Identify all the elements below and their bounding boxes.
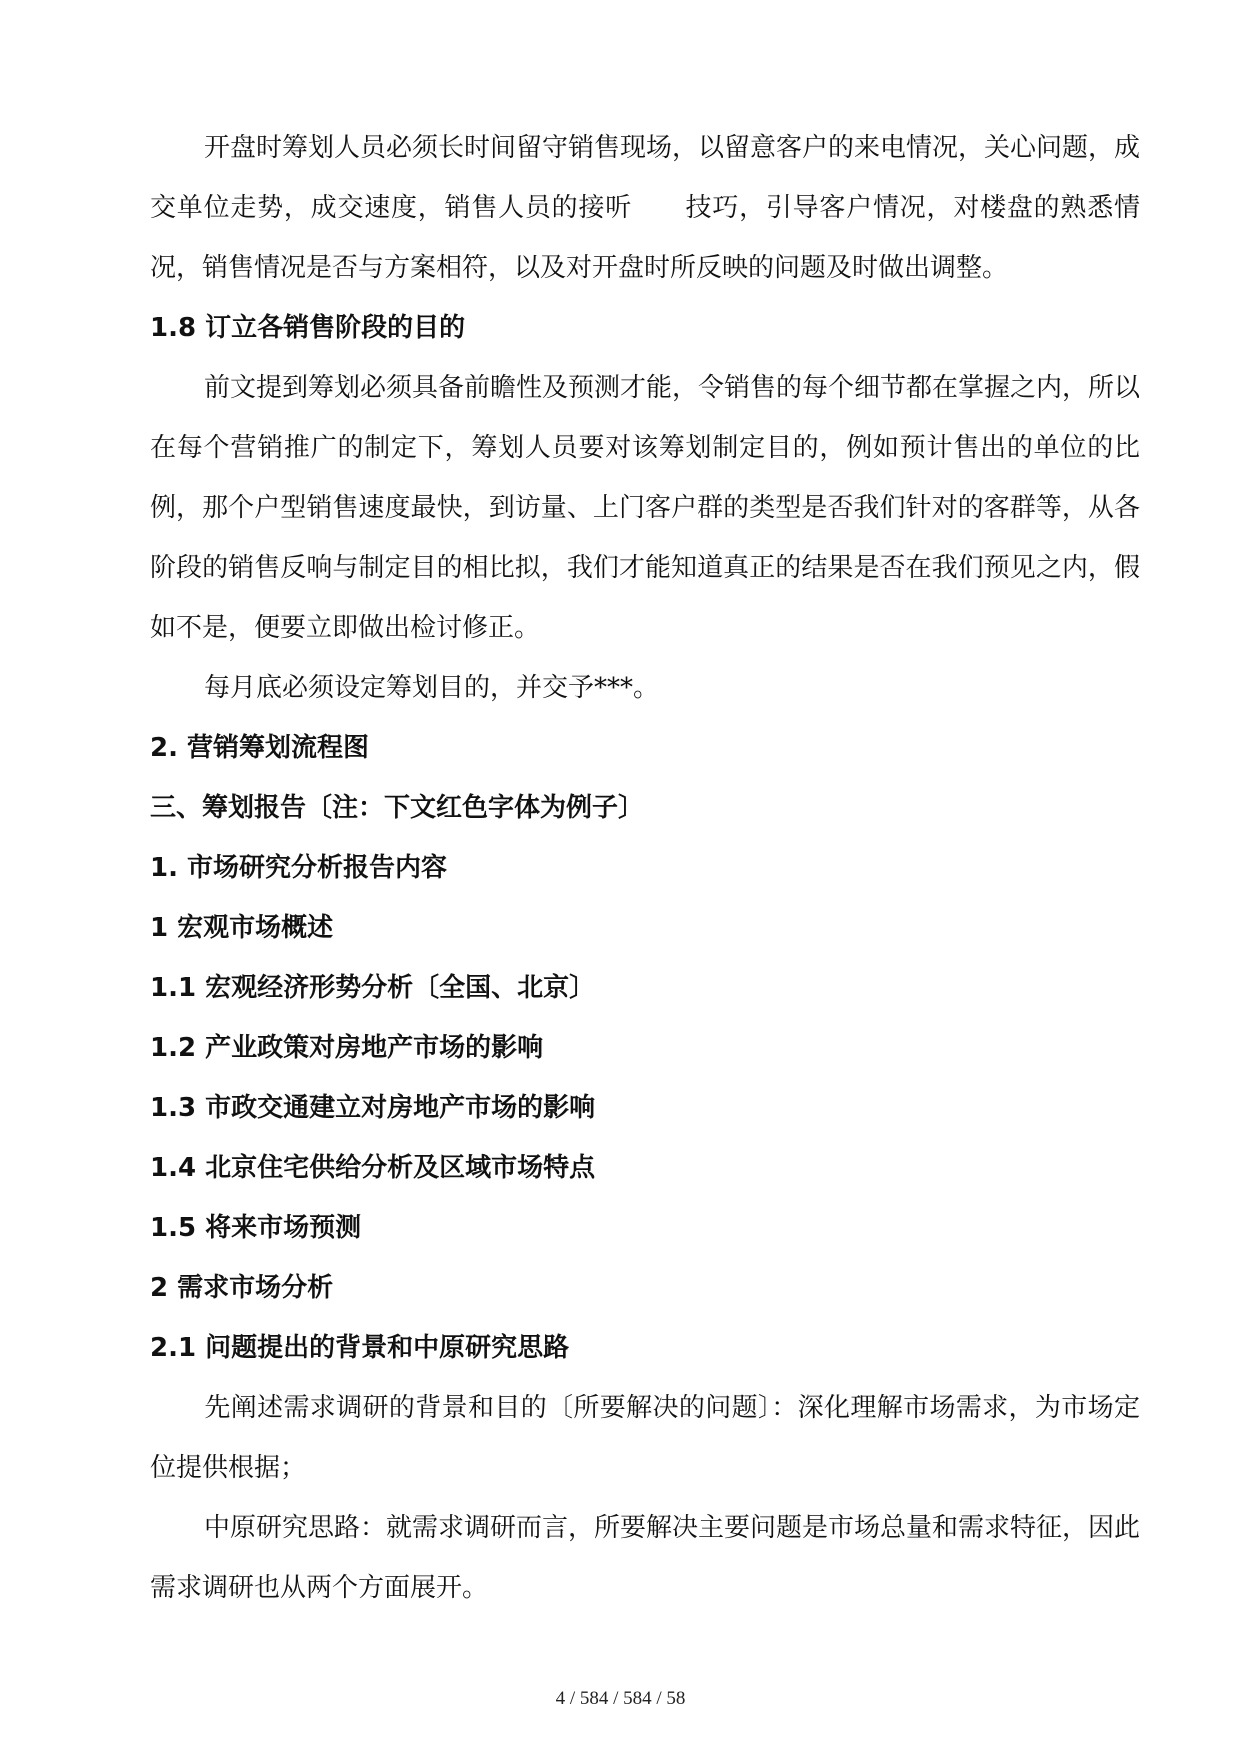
page-footer (0, 1688, 1241, 1710)
heading-text: 1.5 将来市场预测 (150, 1213, 362, 1243)
heading-2-flowchart (150, 718, 1140, 778)
paragraph-monthly-goal (150, 658, 1140, 718)
paragraph-research-approach (150, 1498, 1140, 1618)
heading-text: 1.3 市政交通建立对房地产市场的影响 (150, 1093, 596, 1123)
paragraph-text: 每月底必须设定筹划目的，并交予***。 (204, 673, 660, 703)
heading-text: 2. 营销筹划流程图 (150, 733, 370, 763)
heading-text: 1. 市场研究分析报告内容 (150, 853, 448, 883)
paragraph-text: 前文提到筹划必须具备前瞻性及预测才能，令销售的每个细节都在掌握之内，所以在每个营销推广的制定下，筹划人员要对该筹划制定目的，例如预计售出的单位的比例，那个户型销售速度最快，到访量、上门客户群的类型是否我们针对的客群等，从各阶段的销售反响与制定目的相比拟，我们才能知道真正的结果是否在我们预见之内，假如不是，便要立即做出检讨修正。 (150, 373, 1141, 643)
heading-text: 1.8 订立各销售阶段的目的 (150, 313, 466, 343)
heading-2-1 (150, 1318, 1140, 1378)
heading-text: 2.1 问题提出的背景和中原研究思路 (150, 1333, 570, 1363)
paragraph-background (150, 1378, 1140, 1498)
paragraph-stage-goals (150, 358, 1140, 658)
heading-1-5 (150, 1198, 1140, 1258)
heading-text: 三、筹划报告〔注：下文红色字体为例子〕 (150, 793, 645, 823)
heading-1-2 (150, 1018, 1140, 1078)
page-number: 4 / 584 / 584 / 58 (555, 1688, 686, 1709)
heading-2-demand (150, 1258, 1140, 1318)
paragraph-text: 先阐述需求调研的背景和目的〔所要解决的问题〕：深化理解市场需求，为市场定位提供根据； (150, 1393, 1140, 1483)
heading-1-4 (150, 1138, 1140, 1198)
paragraph-text: 开盘时筹划人员必须长时间留守销售现场，以留意客户的来电情况，关心问题，成交单位走势，成交速度，销售人员的接听 技巧，引导客户情况，对楼盘的熟悉情况，销售情况是否与方案相符，以及对开盘时所反映的问题及时做出调整。 (150, 133, 1141, 283)
paragraph-opening-monitoring (150, 118, 1140, 298)
heading-1-8 (150, 298, 1140, 358)
heading-text: 1.2 产业政策对房地产市场的影响 (150, 1033, 544, 1063)
heading-1-market-research (150, 838, 1140, 898)
heading-text: 1.1 宏观经济形势分析〔全国、北京〕 (150, 973, 596, 1003)
paragraph-text: 中原研究思路：就需求调研而言，所要解决主要问题是市场总量和需求特征，因此需求调研也从两个方面展开。 (150, 1513, 1141, 1603)
heading-text: 2 需求市场分析 (150, 1273, 334, 1303)
heading-1-3 (150, 1078, 1140, 1138)
heading-1-1 (150, 958, 1140, 1018)
heading-1-macro (150, 898, 1140, 958)
heading-3-report (150, 778, 1140, 838)
heading-text: 1 宏观市场概述 (150, 913, 334, 943)
heading-text: 1.4 北京住宅供给分析及区域市场特点 (150, 1153, 596, 1183)
